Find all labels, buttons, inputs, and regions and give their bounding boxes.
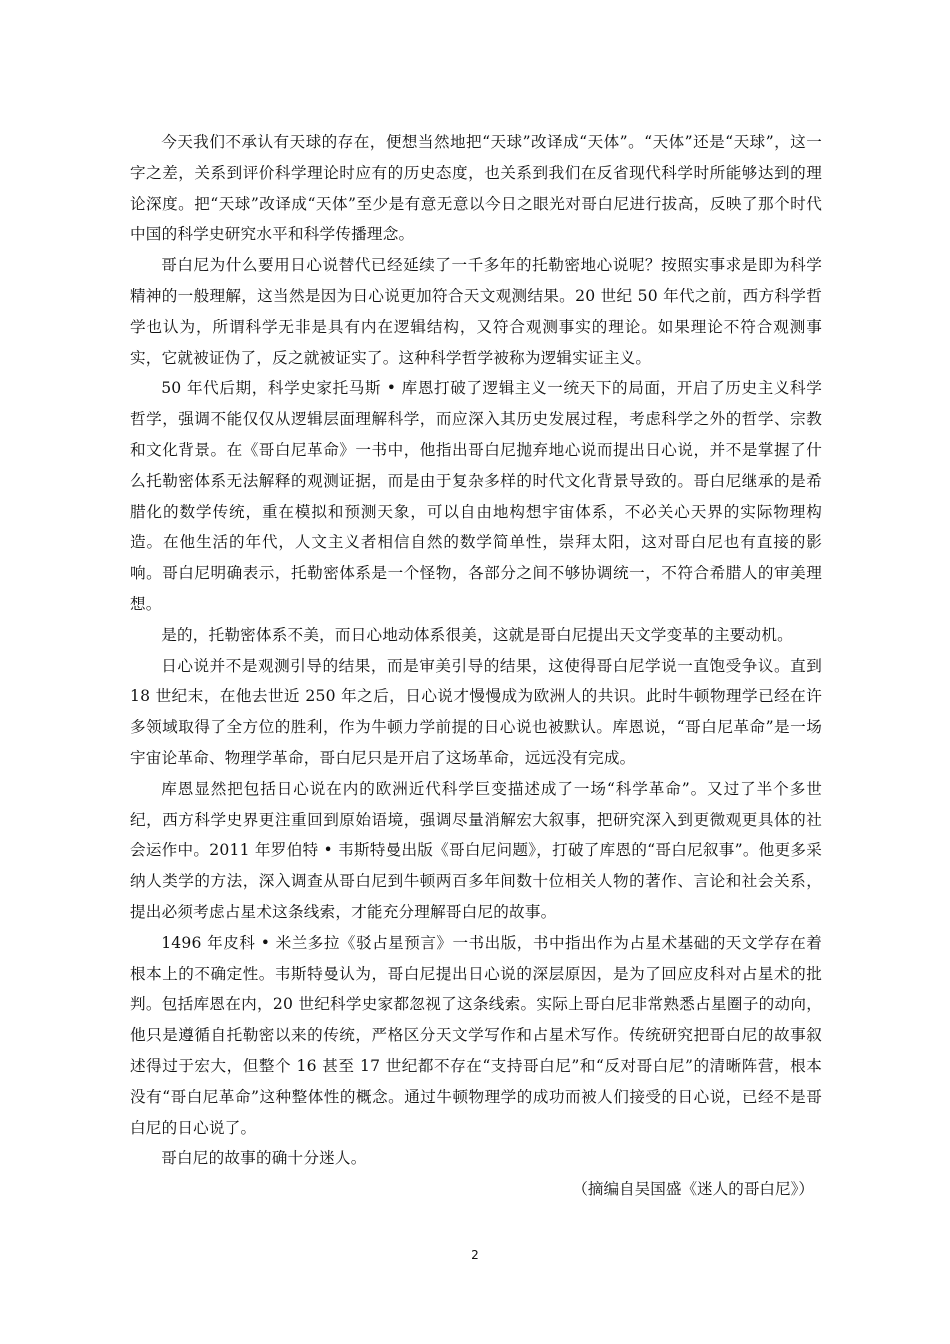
- paragraph-4: 是的，托勒密体系不美，而日心地动体系很美，这就是哥白尼提出天文学变革的主要动机。: [161, 625, 793, 644]
- paragraph-5: 日心说并不是观测引导的结果，而是审美引导的结果，这使得哥白尼学说一直饱受争议。直到 18 世纪末，在他去世近 250 年之后，日心说才慢慢成为欧洲人的共识。此时牛顿物理学已经在许多领域取得了全方位的胜利，作为牛顿力学前提的日心说也被默认。库恩说，“哥白尼革命”是一场宇宙论革命、物理学革命，哥白尼只是开启了这场革命，远远没有完成。: [130, 656, 822, 767]
- paragraph-6: 库恩显然把包括日心说在内的欧洲近代科学巨变描述成了一场“科学革命”。又过了半个多世纪，西方科学史界更注重回到原始语境，强调尽量消解宏大叙事，把研究深入到更微观更具体的社会运作中。2011 年罗伯特 • 韦斯特曼出版《哥白尼问题》，打破了库恩的“哥白尼叙事”。他更多采纳人类学的方法，深入调查从哥白尼到牛顿两百多年间数十位相关人物的著作、言论和社会关系，提出必须考虑占星术这条线索，才能充分理解哥白尼的故事。: [130, 779, 822, 921]
- paragraph-3: 50 年代后期，科学史家托马斯 • 库恩打破了逻辑主义一统天下的局面，开启了历史主义科学哲学，强调不能仅仅从逻辑层面理解科学，而应深入其历史发展过程，考虑科学之外的哲学、宗教和文化背景。在《哥白尼革命》一书中，他指出哥白尼抛弃地心说而提出日心说，并不是掌握了什么托勒密体系无法解释的观测证据，而是由于复杂多样的时代文化背景导致的。哥白尼继承的是希腊化的数学传统，重在模拟和预测天象，可以自由地构想宇宙体系，不必关心天界的实际物理构造。在他生活的年代，人文主义者相信自然的数学简单性，崇拜太阳，这对哥白尼也有直接的影响。哥白尼明确表示，托勒密体系是一个怪物，各部分之间不够协调统一，不符合希腊人的审美理想。: [130, 379, 822, 613]
- paragraph-7: 1496 年皮科 • 米兰多拉《驳占星预言》一书出版，书中指出作为占星术基础的天文学存在着根本上的不确定性。韦斯特曼认为，哥白尼提出日心说的深层原因，是为了回应皮科对占星术的批判。包括库恩在内，20 世纪科学史家都忽视了这条线索。实际上哥白尼非常熟悉占星圈子的动向，他只是遵循自托勒密以来的传统，严格区分天文学写作和占星术写作。传统研究把哥白尼的故事叙述得过于宏大，但整个 16 甚至 17 世纪都不存在“支持哥白尼”和“反对哥白尼”的清晰阵营，根本没有“哥白尼革命”这种整体性的概念。通过牛顿物理学的成功而被人们接受的日心说，已经不是哥白尼的日心说了。: [130, 933, 822, 1137]
- paragraph-8: 哥白尼的故事的确十分迷人。: [161, 1149, 367, 1168]
- paragraph-2: 哥白尼为什么要用日心说替代已经延续了一千多年的托勒密地心说呢？按照实事求是即为科学精神的一般理解，这当然是因为日心说更加符合天文观测结果。20 世纪 50 年代之前，西方科学哲学也认为，所谓科学无非是具有内在逻辑结构，又符合观测事实的理论。如果理论不符合观测事实，它就被证伪了，反之就被证实了。这种科学哲学被称为逻辑实证主义。: [130, 256, 822, 367]
- document-body: [130, 127, 822, 1205]
- source-attribution: （摘编自吴国盛《迷人的哥白尼》）: [572, 1180, 814, 1199]
- page-number: 2: [471, 1248, 479, 1262]
- paragraph-1: 今天我们不承认有天球的存在，便想当然地把“天球”改译成“天体”。“天体”还是“天球”，这一字之差，关系到评价科学理论时应有的历史态度，也关系到我们在反省现代科学时所能够达到的理论深度。把“天球”改译成“天体”至少是有意无意以今日之眼光对哥白尼进行拔高，反映了那个时代中国的科学史研究水平和科学传播理念。: [130, 133, 822, 244]
